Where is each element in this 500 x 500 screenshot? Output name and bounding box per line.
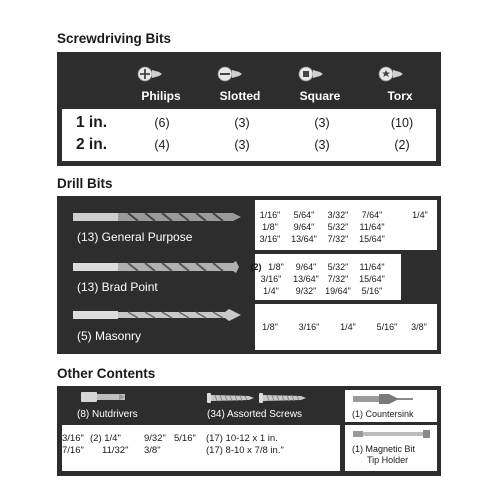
- nutdriver-size: 3/8": [144, 445, 161, 456]
- philips-1in-count: (6): [154, 116, 170, 130]
- philips-bit-icon: [137, 65, 163, 83]
- assorted-screws-label: (34) Assorted Screws: [207, 409, 303, 420]
- size: 7/64": [361, 210, 383, 220]
- length-1in: 1 in.: [76, 114, 108, 131]
- size: 11/64": [359, 262, 385, 272]
- nutdriver-size: 9/32": [144, 433, 166, 444]
- screwdriving-bits-table: [62, 109, 436, 161]
- screw-icon: [207, 392, 255, 404]
- screwdriving-bits-heading: Screwdriving Bits: [57, 31, 172, 46]
- general-purpose-drill-icon: [73, 210, 243, 224]
- size: 3/16": [298, 322, 320, 332]
- drill-bits-panel: [57, 196, 251, 354]
- torx-label: Torx: [387, 89, 413, 103]
- torx-1in-count: (10): [390, 116, 414, 130]
- magnetic-holder-label-line2: Tip Holder: [367, 455, 409, 465]
- size: 1/4": [263, 286, 279, 296]
- nutdriver-icon: [81, 390, 127, 404]
- size: 1/8": [262, 222, 278, 232]
- size: 5/32": [327, 222, 349, 232]
- countersink-icon: [353, 393, 415, 405]
- brad-point-label: (13) Brad Point: [77, 280, 158, 294]
- size: 9/64": [295, 262, 317, 272]
- size: 3/8": [411, 322, 427, 332]
- magnetic-bit-holder-icon: [353, 429, 431, 439]
- masonry-label: (5) Masonry: [77, 329, 142, 343]
- nutdriver-size: 11/32": [102, 445, 129, 456]
- other-contents-heading: Other Contents: [57, 366, 156, 381]
- size: 19/64": [325, 286, 351, 296]
- size: 3/16": [259, 234, 281, 244]
- size: 1/16": [259, 210, 281, 220]
- size: 7/32": [327, 274, 349, 284]
- slotted-2in-count: (3): [234, 138, 250, 152]
- size: 3/32": [327, 210, 349, 220]
- general-purpose-label: (13) General Purpose: [77, 230, 193, 244]
- nutdriver-size: (2) 1/4": [90, 433, 121, 444]
- square-bit-icon: [298, 65, 324, 83]
- size-lead: (2): [250, 262, 262, 272]
- size: 5/32": [327, 262, 349, 272]
- nutdrivers-label: (8) Nutdrivers: [77, 409, 138, 420]
- countersink-box: [345, 390, 437, 422]
- square-2in-count: (3): [314, 138, 330, 152]
- square-1in-count: (3): [314, 116, 330, 130]
- size: 5/16": [376, 322, 398, 332]
- nutdriver-size: 3/16": [62, 433, 84, 444]
- nutdriver-size: 5/16": [174, 433, 196, 444]
- brad-point-drill-icon: [73, 260, 243, 274]
- slotted-bit-icon: [217, 65, 243, 83]
- masonry-drill-icon: [73, 308, 243, 322]
- size: 7/32": [327, 234, 349, 244]
- size: 13/64": [291, 234, 317, 244]
- size: 5/64": [293, 210, 315, 220]
- square-label: Square: [299, 89, 341, 103]
- size: 15/64": [359, 274, 385, 284]
- length-2in: 2 in.: [76, 136, 108, 153]
- size: 15/64": [359, 234, 385, 244]
- size: 11/64": [359, 222, 385, 232]
- nutdriver-size: 7/16": [62, 445, 84, 456]
- size: 9/32": [295, 286, 317, 296]
- magnetic-holder-box: [345, 425, 437, 471]
- size: 1/8": [268, 262, 284, 272]
- screw-size: (17) 10-12 x 1 in.: [206, 433, 278, 444]
- screw-size: (17) 8-10 x 7/8 in.": [206, 445, 284, 456]
- torx-2in-count: (2): [394, 138, 410, 152]
- magnetic-holder-label-line1: (1) Magnetic Bit: [352, 444, 416, 454]
- size: 3/16": [260, 274, 282, 284]
- size: 1/4": [340, 322, 356, 332]
- screw-icon: [259, 392, 307, 404]
- size: 5/16": [361, 286, 383, 296]
- philips-label: Philips: [141, 89, 181, 103]
- slotted-1in-count: (3): [234, 116, 250, 130]
- screwdriving-bits-panel: [57, 52, 441, 166]
- philips-2in-count: (4): [154, 138, 170, 152]
- nutdriver-and-screw-sizes: [62, 425, 340, 471]
- countersink-label: (1) Countersink: [352, 409, 414, 419]
- size: 13/64": [293, 274, 319, 284]
- size: 9/64": [293, 222, 315, 232]
- slotted-label: Slotted: [219, 89, 261, 103]
- torx-bit-icon: [378, 65, 404, 83]
- size: 1/8": [262, 322, 278, 332]
- size: 1/4": [412, 210, 428, 220]
- drill-bits-heading: Drill Bits: [57, 176, 113, 191]
